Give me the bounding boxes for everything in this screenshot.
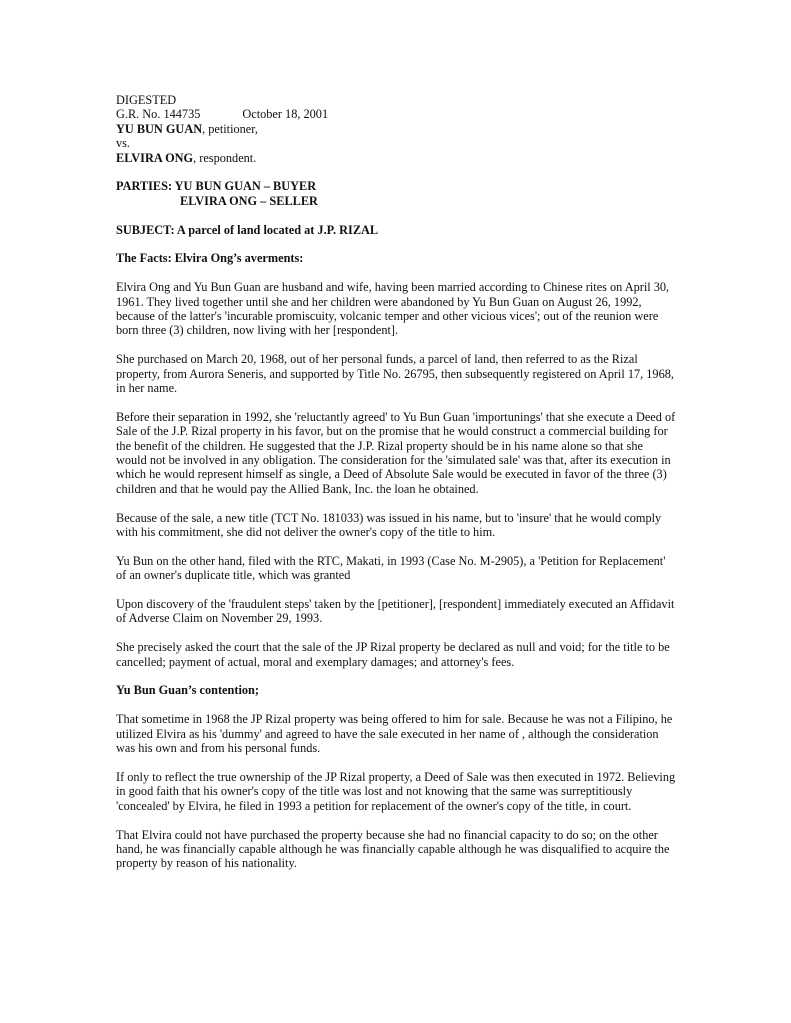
contention-heading: Yu Bun Guan’s contention; (116, 683, 259, 698)
facts-paragraph: Before their separation in 1992, she 'reluctantly agreed' to Yu Bun Guan 'importunings' that she execute a Deed of Sale of the J.P. Rizal property in his favor, but on the promise that he would construct a commercial building for the benefit of the children. He suggested that the J.P. Rizal property should be in his name alone so that she would not be involved in any obligation. The consideration for the 'simulated sale' was that, after its execution in which he would represent himself as single, a Deed of Absolute Sale would be executed in favor of the three (3) children and that he would pay the Allied Bank, Inc. the loan he obtained. (116, 409, 676, 496)
contention-paragraph: That Elvira could not have purchased the property because she had no financial capacity to do so; on the other hand, he was financially capable although he was financially capable although he was disqualified to acquire the property by reason of his nationality. (116, 827, 670, 871)
facts-paragraph: Upon discovery of the 'fraudulent steps' taken by the [petitioner], [respondent] immediately executed an Affidavit of Adverse Claim on November 29, 1993. (116, 597, 675, 626)
contention-paragraph: If only to reflect the true ownership of the JP Rizal property, a Deed of Sale was then executed in 1972. Believing in good faith that his owner's copy of the title was lost and not knowing that the same was surreptitiously 'concealed' by Elvira, he filed in 1993 a petition for replacement of the owner's copy of the title, in court. (116, 769, 676, 813)
versus-label: vs. (116, 136, 131, 151)
respondent-name: ELVIRA ONG (116, 150, 194, 165)
subject-heading: SUBJECT: A parcel of land located at J.P. RIZAL (116, 222, 379, 237)
facts-paragraph: Yu Bun on the other hand, filed with the RTC, Makati, in 1993 (Case No. M-2905), a 'Petition for Replacement' of an owner's duplicate title, which was granted (116, 553, 666, 583)
document-page (116, 93, 676, 871)
facts-paragraph: She purchased on March 20, 1968, out of her personal funds, a parcel of land, then referred to as the Rizal property, from Aurora Seneris, and supported by Title No. 26795, then subsequently registered on April 17, 1968, in her name. (116, 352, 674, 396)
facts-paragraph: Because of the sale, a new title (TCT No. 181033) was issued in his name, but to 'insure' that he would comply with his commitment, she did not deliver the owner's copy of the title to him. (116, 510, 662, 540)
parties-buyer: PARTIES: YU BUN GUAN – BUYER (116, 179, 317, 194)
parties-seller-line (116, 194, 676, 208)
gr-number: G.R. No. 144735 (116, 107, 201, 122)
respondent-line (116, 151, 676, 165)
petitioner-line (116, 122, 676, 136)
facts-heading: The Facts: Elvira Ong’s averments: (116, 251, 304, 266)
facts-paragraph: She precisely asked the court that the sale of the JP Rizal property be declared as null and void; for the title to be cancelled; payment of actual, moral and exemplary damages; and attorney's fees. (116, 640, 670, 669)
petitioner-name: YU BUN GUAN (116, 121, 203, 136)
facts-paragraph: Elvira Ong and Yu Bun Guan are husband and wife, having been married according to Chinese rites on April 30, 1961. They lived together until she and her children were abandoned by Yu Bun Guan on August 26, 1992, because of the latter's 'incurable promiscuity, volcanic temper and other vicious vices'; out of the reunion were born three (3) children, now living with her [respondent]. (116, 280, 670, 338)
parties-seller: ELVIRA ONG – SELLER (180, 193, 318, 208)
decision-date: October 18, 2001 (242, 107, 329, 122)
respondent-role: , respondent. (193, 150, 257, 165)
petitioner-role: , petitioner, (202, 121, 258, 136)
contention-paragraph: That sometime in 1968 the JP Rizal property was being offered to him for sale. Because he was not a Filipino, he utilized Elvira as his 'dummy' and agreed to have the sale executed in her name of , although the consideration was his own and from his personal funds. (116, 712, 673, 756)
digested-label: DIGESTED (116, 93, 177, 107)
case-number-line (116, 107, 676, 121)
